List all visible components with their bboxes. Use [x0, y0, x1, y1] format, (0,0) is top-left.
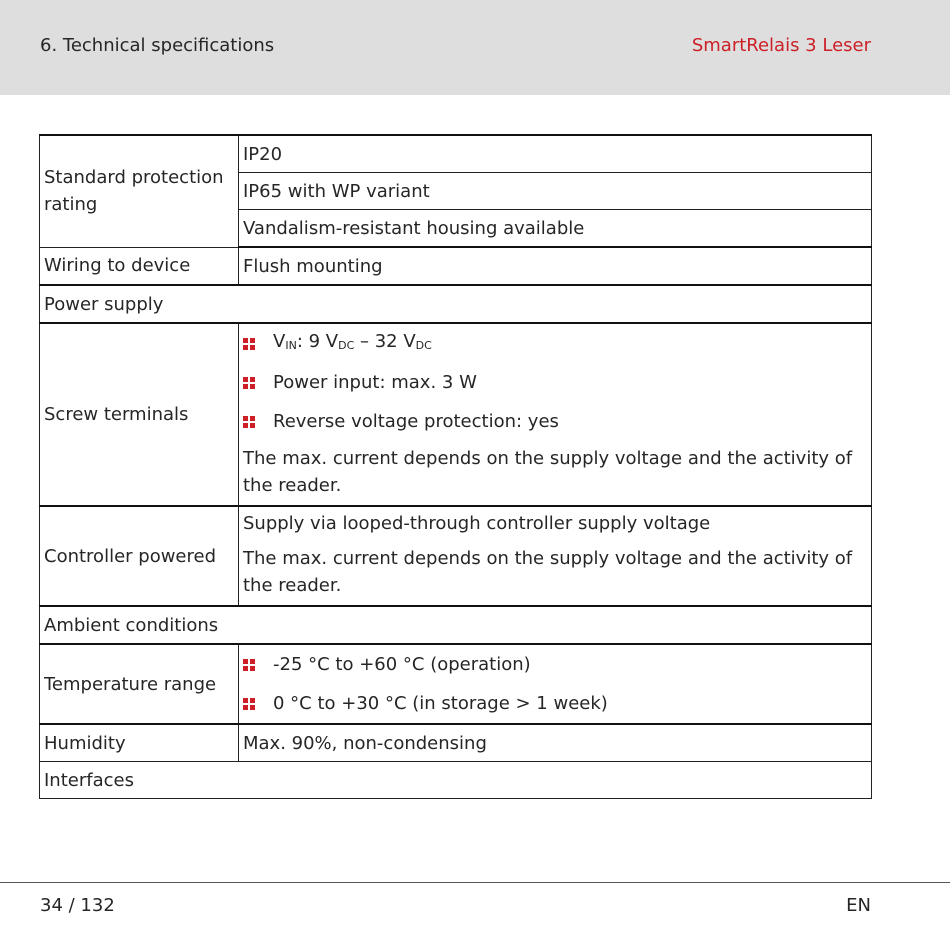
bullet-icon [243, 416, 255, 428]
table-row [40, 506, 872, 606]
reverse-voltage-text: Reverse voltage protection: yes [273, 411, 559, 432]
page-number: 34 / 132 [40, 895, 115, 916]
temperature-label: Temperature range [40, 644, 239, 724]
list-item [243, 324, 867, 363]
humidity-value: Max. 90%, non-condensing [239, 724, 872, 762]
list-item [243, 645, 867, 684]
list-item [243, 363, 867, 402]
temperature-value [239, 644, 872, 724]
page-header [0, 0, 950, 95]
bullet-icon [243, 659, 255, 671]
footer-divider [0, 882, 950, 883]
screw-terminals-value [239, 323, 872, 506]
table-row [40, 644, 872, 724]
specifications-table [39, 134, 872, 799]
section-heading-ambient: Ambient conditions [40, 606, 872, 644]
controller-powered-label: Controller powered [40, 506, 239, 606]
chapter-title: 6. Technical specifications [40, 35, 275, 56]
controller-powered-value [239, 506, 872, 606]
table-row [40, 135, 872, 173]
wiring-label: Wiring to device [40, 247, 239, 285]
table-row [40, 247, 872, 285]
section-heading-power-supply: Power supply [40, 285, 872, 323]
bullet-icon [243, 377, 255, 389]
table-row [40, 285, 872, 323]
controller-supply-text: Supply via looped-through controller supply voltage [243, 513, 711, 534]
current-note: The max. current depends on the supply voltage and the activity of the reader. [243, 548, 853, 596]
humidity-label: Humidity [40, 724, 239, 762]
bullet-icon [243, 338, 255, 350]
list-item [243, 402, 867, 441]
bullet-icon [243, 698, 255, 710]
section-heading-interfaces: Interfaces [40, 762, 872, 799]
storage-temp-text: 0 °C to +30 °C (in storage > 1 week) [273, 693, 608, 714]
language-code: EN [846, 895, 871, 916]
table-row [40, 606, 872, 644]
protection-value: IP65 with WP variant [239, 173, 872, 210]
current-note: The max. current depends on the supply voltage and the activity of the reader. [243, 448, 853, 496]
table-row [40, 323, 872, 506]
protection-value: Vandalism-resistant housing available [239, 210, 872, 248]
power-input-text: Power input: max. 3 W [273, 372, 477, 393]
list-item [243, 684, 867, 723]
table-row [40, 762, 872, 799]
screw-terminals-label: Screw terminals [40, 323, 239, 506]
protection-value: IP20 [239, 135, 872, 173]
product-name: SmartRelais 3 Leser [691, 35, 871, 56]
table-row [40, 724, 872, 762]
vin-text: $V_{IN}$: 9 $V_{DC} - 32$ $V_{DC}$ [273, 331, 432, 352]
protection-label: Standard protection rating [40, 135, 239, 247]
wiring-value: Flush mounting [239, 247, 872, 285]
operation-temp-text: -25 °C to +60 °C (operation) [273, 654, 531, 675]
